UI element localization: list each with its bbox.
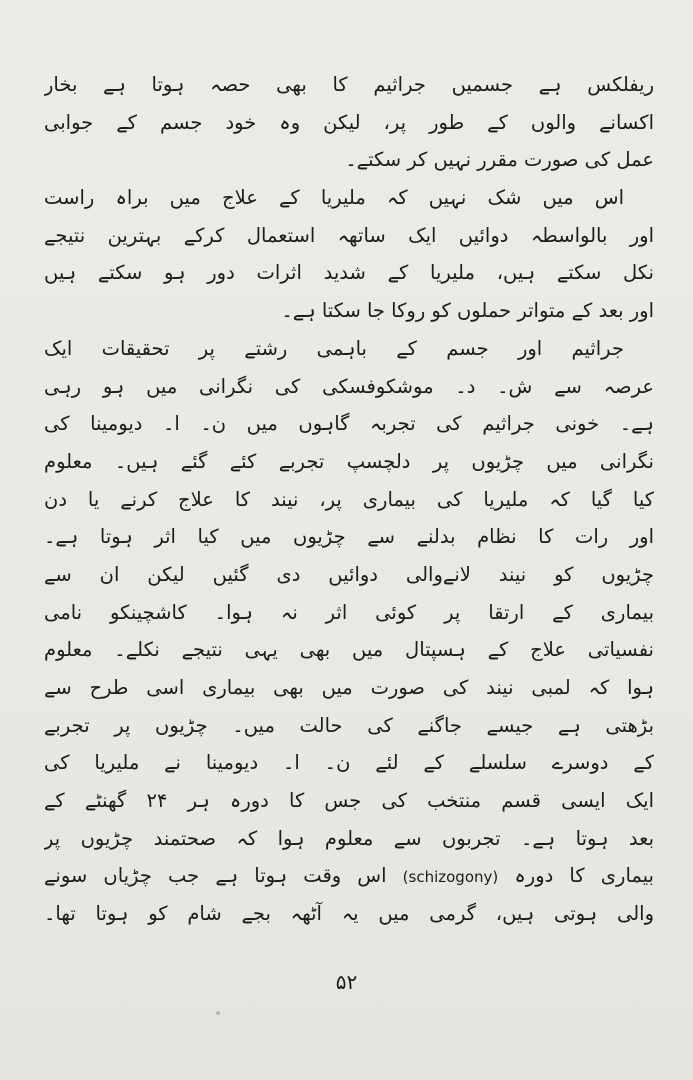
text-line-18: بڑھتی ہے جیسے جاگنے کی حالت میں۔ چڑیوں پر تجربے [44,713,654,737]
text-line-10: ہے۔ خونی جراثیم کی تجربہ گاہوں میں ن۔ ا۔ دیومینا کی [44,412,654,436]
text-line-1: ریفلکس ہے جسمیں جراثیم کا بھی حصہ ہوتا ہے بخار [44,73,654,96]
text-line-5: اور بالواسطہ دوائیں ایک ساتھہ استعمال کرکے بہترین نتیجے [44,223,654,247]
text-line-22-start: بیماری کا دورہ [514,864,654,888]
paper-speck [216,1011,220,1015]
text-line-22-end: اس وقت ہوتا ہے جب چڑیاں سونے [44,864,387,888]
text-line-14: چڑیوں کو نیند لانےوالی دوائیں دی گئیں لیکن ان سے [44,562,654,586]
text-line-20: ایک ایسی قسم منتخب کی جس کا دورہ ہر ۲۴ گھنٹے کے [44,789,654,813]
text-line-11: نگرانی میں چڑیوں پر دلچسپ تجربے کئے گئے ہیں۔ معلوم [44,449,654,473]
text-line-19: کے دوسرے سلسلے کے لئے ن۔ ا۔ دیومینا نے ملیریا کی [44,751,654,775]
text-line-22 [44,857,654,895]
text-line-12: کیا گیا کہ ملیریا کی بیماری پر، نیند کا علاج کرنے یا دن [44,487,654,511]
text-line-23: والی ہوتی ہیں، گرمی میں یہ آٹھہ بجے شام کو ہوتا تھا۔ [44,902,654,926]
body-text [44,66,654,933]
text-line-16: نفسیاتی علاج کے ہسپتال میں بھی یہی نتیجے نکلے۔ معلوم [44,638,654,662]
page-number: ۵۲ [335,970,358,994]
text-line-13: اور رات کا نظام بدلنے سے چڑیوں میں کیا اثر ہوتا ہے۔ [44,525,654,549]
text-line-6: نکل سکتے ہیں، ملیریا کے شدید اثرات دور ہو سکتے ہیں [44,261,654,285]
text-line-4: اس میں شک نہیں کہ ملیریا کے علاج میں براہ راست [44,186,624,210]
text-line-7: اور بعد کے متواتر حملوں کو روکا جا سکتا ہے۔ [281,299,654,323]
text-line-8: جراثیم اور جسم کے باہمی رشتے پر تحقیقات ایک [44,336,624,360]
text-line-2: اکسانے والوں کے طور پر، لیکن وہ خود جسم کے جوابی [44,110,654,134]
text-line-3: عمل کی صورت مقرر نہیں کر سکتے۔ [345,148,654,172]
text-line-15: بیماری کے ارتقا پر کوئی اثر نہ ہوا۔ کاشچینکو نامی [44,600,654,624]
text-line-9: عرصہ سے ش۔ د۔ موشکوفسکی کی نگرانی میں ہو رہی [44,374,654,398]
text-line-17: ہوا کہ لمبی نیند کی صورت میں بھی بیماری اسی طرح سے [44,676,654,699]
text-line-21: بعد ہوتا ہے۔ تجربوں سے معلوم ہوا کہ صحتمند چڑیوں پر [44,826,654,850]
latin-term: (schizogony) [402,868,499,887]
